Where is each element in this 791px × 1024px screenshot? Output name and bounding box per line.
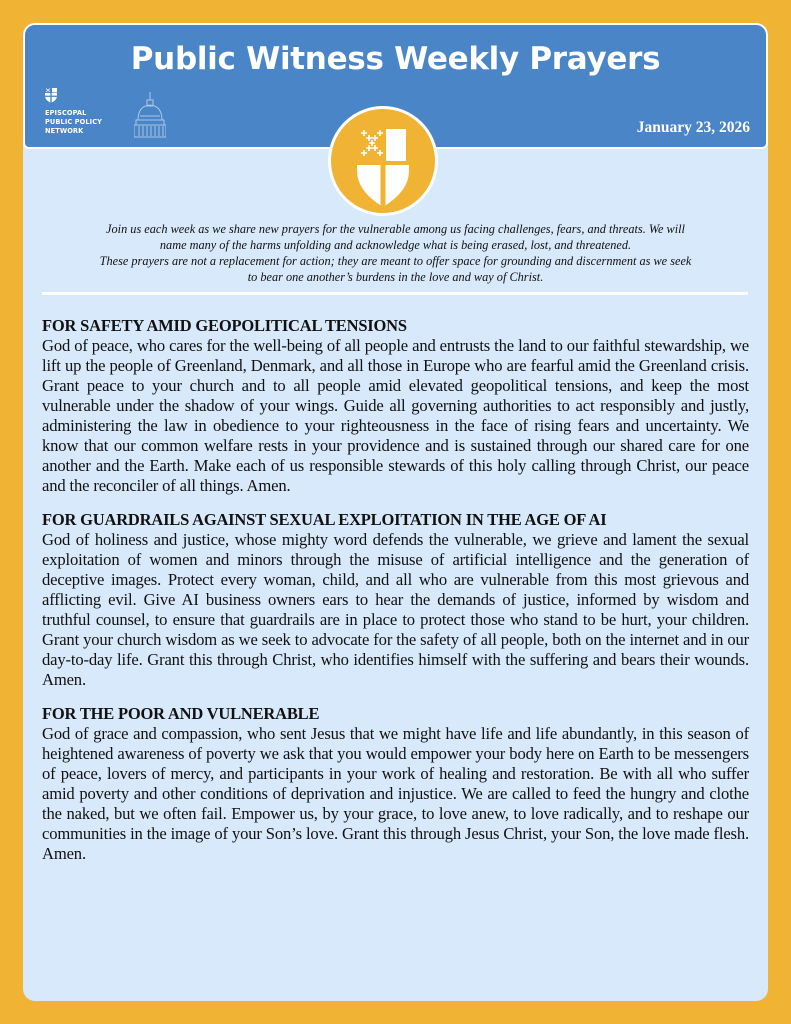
- episcopal-shield-seal-icon: [328, 106, 438, 216]
- section-divider: [42, 292, 748, 295]
- prayer-list: [42, 316, 749, 878]
- prayer-geopolitical-tensions: [42, 316, 749, 496]
- prayer-body: God of peace, who cares for the well-being of all people and entrusts the land to our faithful stewardship, we lift up the people of Greenland, Denmark, and all those in Europe who are fearful amid the Greenland crisis. Grant peace to your church and to all people amid elevated geopolitical tensions, and keep the most vulnerable under the shadow of your wings. Guide all governing authorities to act responsibly and justly, administering the law in obedience to your righteousness in the face of rising fears and uncertainty. We know that our common welfare rests in your providence and is sustained through our shared care for one another and the Earth. Make each of us responsible stewards of this holy calling through Christ, our peace and the reconciler of all things. Amen.: [42, 336, 749, 495]
- prayer-heading: FOR THE POOR AND VULNERABLE: [42, 704, 320, 723]
- prayer-heading: FOR GUARDRAILS AGAINST SEXUAL EXPLOITATION IN THE AGE OF AI: [42, 510, 607, 529]
- intro-text: Join us each week as we share new prayers for the vulnerable among us facing challenges, fears, and threats. We will name many of the harms unfolding and acknowledge what is being erased, lost, and threatened. These prayers are not a replacement for action; they are meant to offer space for grounding and discernment as we seek to bear one another’s burdens in the love and way of Christ.: [99, 222, 692, 284]
- date-label: January 23, 2026: [636, 119, 750, 136]
- prayer-ai-exploitation: [42, 510, 749, 690]
- prayer-poor-vulnerable: [42, 704, 749, 864]
- shield-graphic: [331, 109, 435, 213]
- capitol-dome-icon: [134, 92, 166, 138]
- page-panel: [23, 23, 768, 1001]
- page-title: Public Witness Weekly Prayers: [130, 41, 661, 77]
- prayer-body: God of holiness and justice, whose mighty word defends the vulnerable, we grieve and lament the sexual exploitation of women and minors through the misuse of artificial intelligence and the generation of deceptive images. Protect every woman, child, and all who are vulnerable from this most grievous and afflicting evil. Give AI business owners ears to hear the demands of justice, informed by wisdom and truthful counsel, to ensure that guardrails are in place to protect those who stand to be hurt, your children. Grant your church wisdom as we seek to advocate for the safety of all people, both on the internet and in our day-to-day life. Grant this through Christ, who identifies himself with the suffering and bears their wounds. Amen.: [42, 530, 749, 689]
- organization-name: EPISCOPAL PUBLIC POLICY NETWORK: [45, 109, 103, 135]
- episcopal-shield-icon: [45, 88, 57, 103]
- prayer-body: God of grace and compassion, who sent Jesus that we might have life and life abundantly, in this season of heightened awareness of poverty we ask that you would empower your body here on Earth to be messengers of peace, lovers of mercy, and participants in your work of healing and restoration. Be with all who suffer amid poverty and other conditions of deprivation and injustice. We are called to feed the hungry and clothe the naked, but we often fail. Empower us, by your grace, to love anew, to love radically, and to reshape our communities in the image of your Son’s love. Grant this through Jesus Christ, your Son, the love made flesh. Amen.: [42, 724, 749, 863]
- prayer-heading: FOR SAFETY AMID GEOPOLITICAL TENSIONS: [42, 316, 407, 335]
- organization-logo: [45, 88, 175, 148]
